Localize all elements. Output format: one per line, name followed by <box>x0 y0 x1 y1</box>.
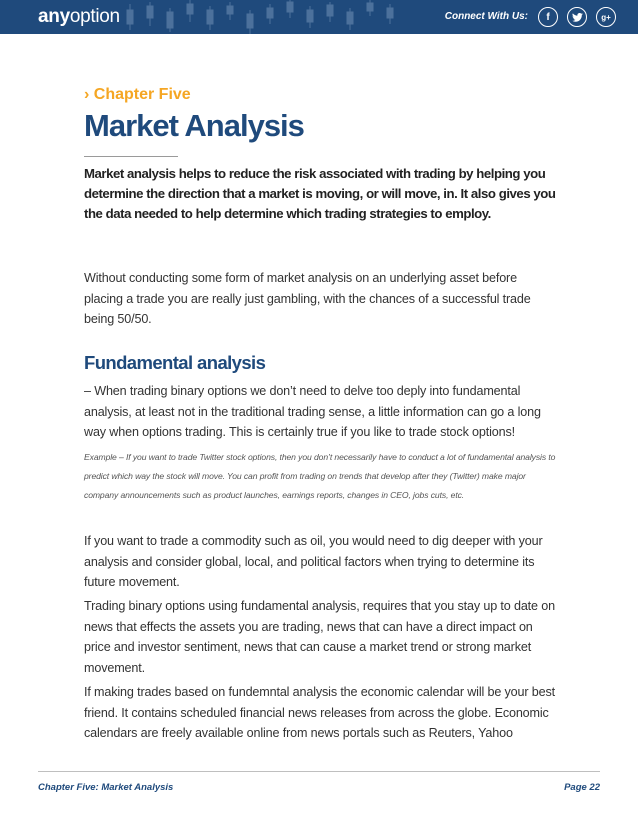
twitter-bird-icon <box>572 13 583 22</box>
facebook-icon[interactable]: f <box>538 7 558 27</box>
calendar-paragraph: If making trades based on fundemntal analysis the economic calendar will be your best friend. It contains scheduled financial news releases from across the globe. Economic calendars are freely available online from news portals such as Reuters, Yahoo <box>84 685 555 740</box>
commodity-paragraph: If you want to trade a commodity such as oil, you would need to dig deeper with your analysis and consider global, local, and political factors when trying to determine its future movement. <box>84 534 543 589</box>
anyoption-logo[interactable]: anyoption <box>38 6 120 27</box>
fundamental-intro-paragraph: – When trading binary options we don’t need to delve too deply into fundamental analysis, at least not in the traditional trading sense, a little information can go a long way when options trading. This is certainly true if you like to trade stock options! <box>84 384 541 439</box>
footer-chapter-label: Chapter Five: Market Analysis <box>38 782 174 793</box>
fundamental-analysis-heading: Fundamental analysis <box>84 352 266 373</box>
title-divider <box>84 156 178 157</box>
news-paragraph: Trading binary options using fundamental analysis, requires that you stay up to date on news that effects the assets you are trading, news that can have a direct impact on price and investor sentiment, news that can cause a market trend or strong market movement. <box>84 599 555 675</box>
twitter-icon[interactable] <box>567 7 587 27</box>
chapter-label: › Chapter Five <box>84 86 191 103</box>
candlestick-decoration <box>120 0 420 34</box>
example-note: Example – If you want to trade Twitter stock options, then you don’t necessarily have to conduct a lot of fundamental analysis to predict which way the stock will move. You can profit from trading on trends that develop after they (Twitter) make major company announcements such as product launches, earnings reports, changes in CEO, jobs cuts, etc. <box>84 452 556 500</box>
footer-divider <box>38 771 600 772</box>
google-plus-icon[interactable]: g+ <box>596 7 616 27</box>
lead-paragraph: Market analysis helps to reduce the risk associated with trading by helping you determine the direction that a market is moving, or will move, in. It also gives you the data needed to help determine which trading strategies to employ. <box>84 166 556 221</box>
connect-label: Connect With Us: <box>444 11 528 22</box>
page-title: Market Analysis <box>84 108 304 143</box>
intro-paragraph: Without conducting some form of market analysis on an underlying asset before placing a trade you are really just gambling, with the chances of a successful trade being 50/50. <box>84 271 531 326</box>
page-number: Page 22 <box>564 782 600 793</box>
top-banner <box>0 0 638 34</box>
